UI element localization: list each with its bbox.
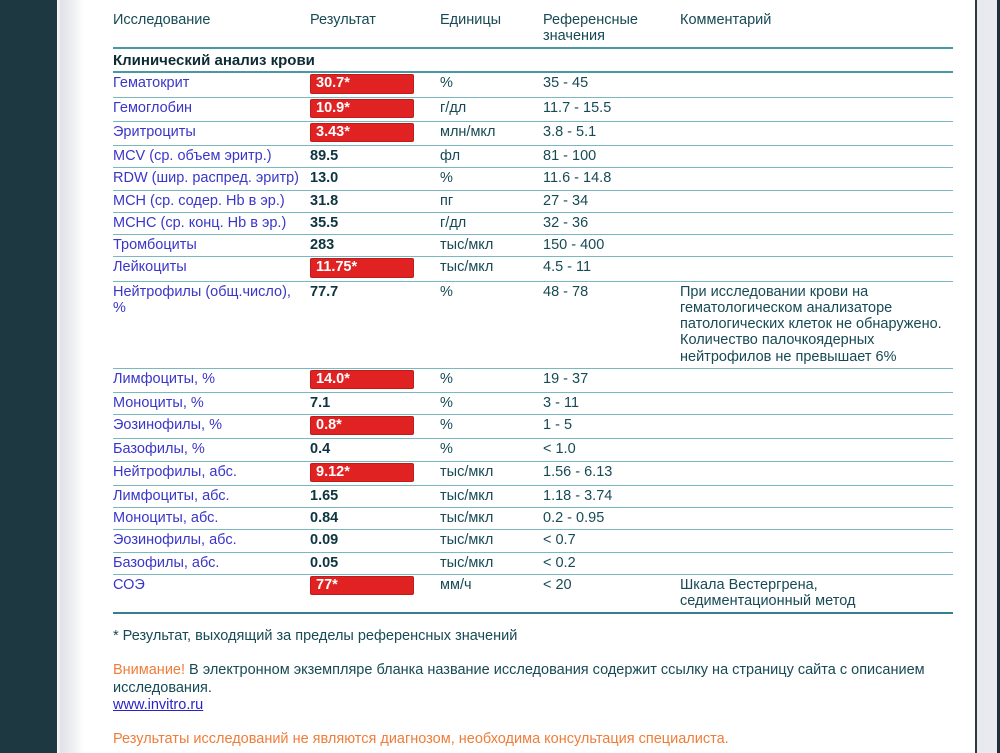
units-value: тыс/мкл xyxy=(440,259,494,276)
result-value xyxy=(310,100,440,118)
table-row xyxy=(113,235,953,257)
out-of-range-badge: 10.9* xyxy=(310,99,414,118)
table-body xyxy=(113,73,953,614)
table-row xyxy=(113,213,953,235)
page-right-margin xyxy=(977,0,997,753)
test-name-link[interactable]: MCH (ср. содер. Hb в эр.) xyxy=(113,192,285,209)
out-of-range-badge: 3.43* xyxy=(310,123,414,142)
reference-range: 81 - 100 xyxy=(543,148,597,165)
table-row xyxy=(113,282,953,369)
comment-text: При исследовании крови на гематологическом анализаторе патологических клеток не обнаружено. Количество палочкоядерных нейтрофилов не превышает 6% xyxy=(680,283,942,365)
test-name-link[interactable]: Гемоглобин xyxy=(113,99,193,116)
reference-range: < 1.0 xyxy=(543,441,576,458)
units-value: фл xyxy=(440,148,461,165)
units-value: тыс/мкл xyxy=(440,237,494,254)
units-value: тыс/мкл xyxy=(440,532,494,549)
result-value: 31.8 xyxy=(310,192,339,209)
result-value: 283 xyxy=(310,237,335,254)
col-header-units: Единицы xyxy=(440,12,502,28)
test-name-link[interactable]: MCV (ср. объем эритр.) xyxy=(113,148,272,165)
test-name-link[interactable]: Лимфоциты, % xyxy=(113,370,215,387)
units-value: тыс/мкл xyxy=(440,487,494,504)
units-value: г/дл xyxy=(440,214,467,231)
lab-report-page xyxy=(84,0,975,753)
test-name-link[interactable]: Базофилы, % xyxy=(113,441,205,458)
table-row xyxy=(113,122,953,146)
out-of-range-badge: 30.7* xyxy=(310,74,414,93)
result-value: 13.0 xyxy=(310,170,339,187)
invitro-site-link[interactable]: www.invitro.ru xyxy=(113,697,204,714)
units-value: г/дл xyxy=(440,99,467,116)
result-value xyxy=(310,124,440,142)
units-value: % xyxy=(440,441,453,458)
test-name-link[interactable]: Лимфоциты, абс. xyxy=(113,487,230,504)
result-value: 0.84 xyxy=(310,510,339,527)
reference-range: < 0.7 xyxy=(543,532,576,549)
reference-range: 3 - 11 xyxy=(543,394,580,411)
reference-range: 1 - 5 xyxy=(543,417,573,434)
reference-range: 19 - 37 xyxy=(543,370,589,387)
test-name-link[interactable]: Базофилы, абс. xyxy=(113,554,220,571)
table-header-row xyxy=(113,10,953,49)
result-value: 0.09 xyxy=(310,532,339,549)
reference-range: 150 - 400 xyxy=(543,237,605,254)
result-value xyxy=(310,417,440,435)
test-name-link[interactable]: Эритроциты xyxy=(113,123,196,140)
units-value: % xyxy=(440,394,453,411)
test-name-link[interactable]: Моноциты, абс. xyxy=(113,510,219,527)
table-row xyxy=(113,530,953,552)
table-row xyxy=(113,257,953,281)
disclaimer-text: Результаты исследований не являются диагнозом, необходима консультация специалиста. xyxy=(113,730,729,747)
reference-range: 11.7 - 15.5 xyxy=(543,99,612,116)
section-header-row xyxy=(113,49,953,73)
out-of-range-badge: 11.75* xyxy=(310,258,414,277)
table-row xyxy=(113,98,953,122)
table-row xyxy=(113,146,953,168)
reference-range: 11.6 - 14.8 xyxy=(543,170,612,187)
reference-range: 48 - 78 xyxy=(543,283,589,300)
units-value: тыс/мкл xyxy=(440,463,494,480)
result-value xyxy=(310,259,440,277)
table-row xyxy=(113,575,953,614)
table-row xyxy=(113,486,953,508)
result-value: 0.05 xyxy=(310,554,339,571)
units-value: % xyxy=(440,170,453,187)
reference-range: 0.2 - 0.95 xyxy=(543,510,605,527)
out-of-range-badge: 0.8* xyxy=(310,416,414,435)
units-value: % xyxy=(440,370,453,387)
result-value xyxy=(310,464,440,482)
col-header-test: Исследование xyxy=(113,12,211,28)
units-value: тыс/мкл xyxy=(440,554,494,571)
page-left-margin xyxy=(57,0,84,753)
test-name-link[interactable]: СОЭ xyxy=(113,576,145,593)
test-name-link[interactable]: Гематокрит xyxy=(113,75,190,92)
test-name-link[interactable]: Тромбоциты xyxy=(113,237,197,254)
test-name-link[interactable]: Моноциты, % xyxy=(113,394,204,411)
out-of-range-badge: 77* xyxy=(310,576,414,595)
result-value: 7.1 xyxy=(310,394,331,411)
reference-range: 1.18 - 3.74 xyxy=(543,487,613,504)
left-dark-panel xyxy=(0,0,57,753)
section-title: Клинический анализ крови xyxy=(113,52,315,70)
reference-range: < 0.2 xyxy=(543,554,576,571)
table-row xyxy=(113,508,953,530)
table-row xyxy=(113,553,953,575)
col-header-reference: Референсные значения xyxy=(543,12,638,45)
table-row xyxy=(113,393,953,415)
test-name-link[interactable]: Эозинофилы, % xyxy=(113,417,223,434)
units-value: % xyxy=(440,417,453,434)
col-header-comment: Комментарий xyxy=(680,12,772,28)
result-value: 35.5 xyxy=(310,214,339,231)
test-name-link[interactable]: MCHC (ср. конц. Hb в эр.) xyxy=(113,214,287,231)
reference-range: 3.8 - 5.1 xyxy=(543,123,597,140)
table-row xyxy=(113,439,953,461)
table-row xyxy=(113,415,953,439)
result-value: 77.7 xyxy=(310,283,339,300)
reference-range: 32 - 36 xyxy=(543,214,589,231)
units-value: мм/ч xyxy=(440,576,472,593)
out-of-range-badge: 14.0* xyxy=(310,370,414,389)
table-row xyxy=(113,73,953,97)
reference-range: < 20 xyxy=(543,576,572,593)
attention-label: Внимание! xyxy=(113,662,186,679)
comment-text: Шкала Вестергрена, седиментационный метод xyxy=(680,576,856,610)
result-value xyxy=(310,577,440,595)
result-value xyxy=(310,371,440,389)
table-row xyxy=(113,191,953,213)
result-value: 1.65 xyxy=(310,487,339,504)
units-value: млн/мкл xyxy=(440,123,496,140)
units-value: % xyxy=(440,283,453,300)
col-header-result: Результат xyxy=(310,12,376,28)
results-table xyxy=(113,10,953,614)
test-name-link[interactable]: RDW (шир. распред. эритр) xyxy=(113,170,299,187)
out-of-range-badge: 9.12* xyxy=(310,463,414,482)
result-value: 0.4 xyxy=(310,441,331,458)
reference-range: 4.5 - 11 xyxy=(543,259,592,276)
reference-range: 27 - 34 xyxy=(543,192,589,209)
out-of-range-footnote: * Результат, выходящий за пределы референсных значений xyxy=(113,628,518,645)
reference-range: 1.56 - 6.13 xyxy=(543,463,613,480)
test-name-link[interactable]: Эозинофилы, абс. xyxy=(113,532,237,549)
units-value: пг xyxy=(440,192,454,209)
test-name-link[interactable]: Нейтрофилы, абс. xyxy=(113,463,237,480)
result-value xyxy=(310,75,440,93)
table-row xyxy=(113,168,953,190)
table-row xyxy=(113,369,953,393)
units-value: % xyxy=(440,75,453,92)
test-name-link[interactable]: Нейтрофилы (общ.число), % xyxy=(113,283,291,316)
attention-text: В электронном экземпляре бланка название исследования содержит ссылку на страницу сайта с описанием исследования. xyxy=(113,662,925,696)
result-value: 89.5 xyxy=(310,148,339,165)
table-row xyxy=(113,462,953,486)
reference-range: 35 - 45 xyxy=(543,75,589,92)
attention-notice xyxy=(113,662,953,714)
units-value: тыс/мкл xyxy=(440,510,494,527)
test-name-link[interactable]: Лейкоциты xyxy=(113,259,187,276)
